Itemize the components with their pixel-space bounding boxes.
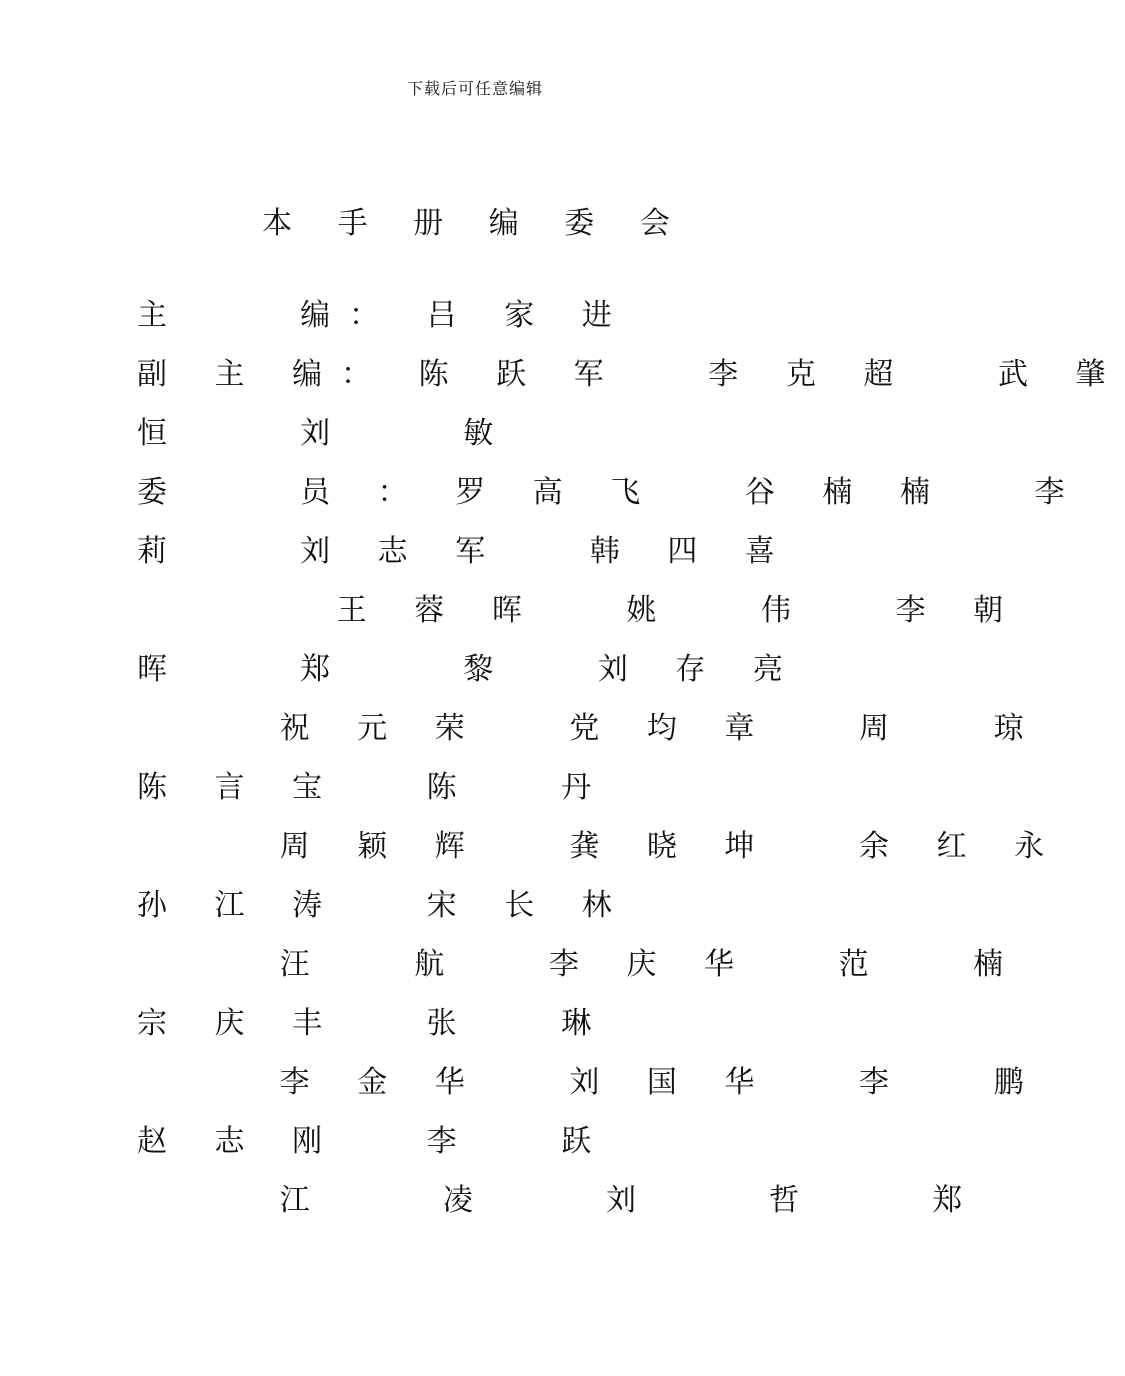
committee-list [137, 286, 1125, 1230]
line-deputy-editors: 副 主 编： 陈 跃 军 李 克 超 武 肇 [137, 357, 1125, 392]
line-members-8: 孙 江 涛 宋 长 林 [137, 888, 631, 923]
page-title: 本 手 册 编 委 会 [262, 206, 688, 241]
line-members-6: 陈 言 宝 陈 丹 [137, 770, 611, 805]
line-members-11: 李 金 华 刘 国 华 李 鹏 [137, 1065, 1043, 1100]
header-note: 下载后可任意编辑 [406, 79, 543, 98]
line-editor-in-chief: 主 编： 吕 家 进 [137, 298, 631, 333]
line-members-5: 祝 元 荣 党 均 章 周 琼 [137, 711, 1043, 746]
line-members-cont: 莉 刘 志 军 韩 四 喜 [137, 534, 794, 569]
line-members-4: 晖 郑 黎 刘 存 亮 [137, 652, 802, 687]
line-members-3: 王 蓉 晖 姚 伟 李 朝 [137, 593, 1023, 628]
line-deputy-editors-cont: 恒 刘 敏 [137, 416, 513, 451]
line-members-12: 赵 志 刚 李 跃 [137, 1124, 611, 1159]
line-members-10: 宗 庆 丰 张 琳 [137, 1006, 611, 1041]
line-members: 委 员 ： 罗 高 飞 谷 楠 楠 李 [137, 475, 1084, 510]
line-members-13: 江 凌 刘 哲 郑 [137, 1183, 982, 1218]
line-members-7: 周 颖 辉 龚 晓 坤 余 红 永 [137, 829, 1064, 864]
line-members-9: 汪 航 李 庆 华 范 楠 [137, 947, 1023, 982]
